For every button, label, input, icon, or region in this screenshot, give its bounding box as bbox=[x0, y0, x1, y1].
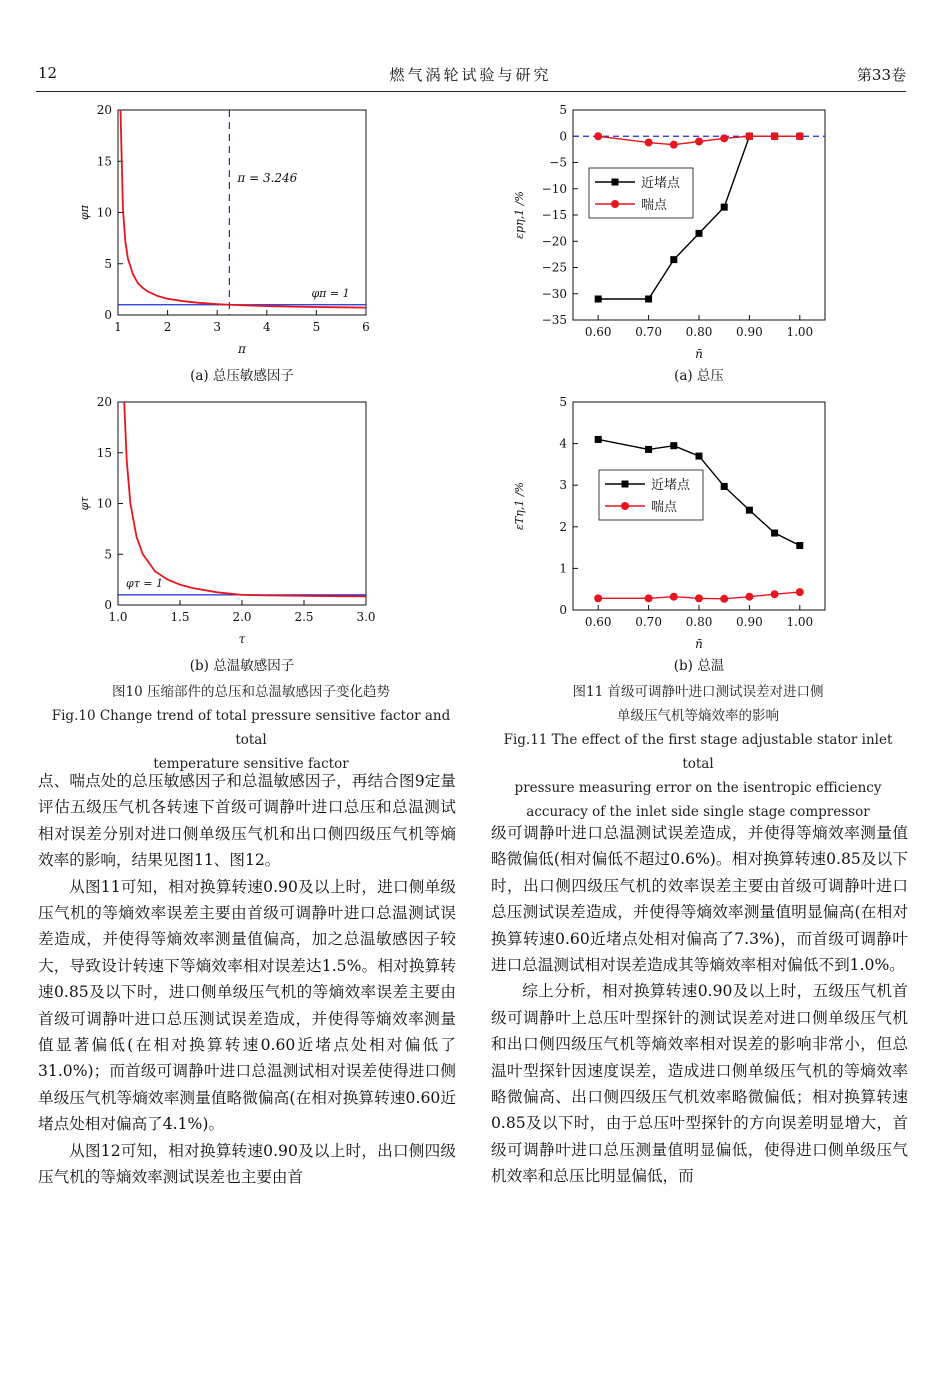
x-tick-label: 5 bbox=[312, 320, 321, 334]
left-paragraph-3: 从图12可知，相对换算转速0.90及以上时，出口侧四级压气机的等熵效率测试误差也主要由首 bbox=[38, 1141, 456, 1187]
data-point-square bbox=[670, 256, 677, 263]
y-tick-label: 15 bbox=[96, 445, 112, 460]
right-paragraph-2: 综上分析，相对换算转速0.90及以上时，五级压气机首级可调静叶上总压叶型探针的测试误差对进口侧单级压气机和出口侧四级压气机等熵效率相对误差的影响非常小，但总温叶型探针因速度误差，造成进口侧单级压气机的等熵效率略微偏高、出口侧四级压气机效率略微偏低；相对换算转速0.85及以下时，由于总压叶型探针的方向误差明显增大，首级可调静叶进口总压测量值明显偏低，使得进口侧单级压气机效率和总压比明显偏低，而 bbox=[491, 982, 908, 1186]
fig11-caption-cn-2: 单级压气机等熵效率的影响 bbox=[617, 708, 779, 724]
legend-label: 近堵点 bbox=[641, 176, 681, 191]
y-tick-label: −10 bbox=[541, 181, 567, 196]
fig10-caption bbox=[36, 680, 466, 776]
x-tick-label: 0.70 bbox=[635, 615, 662, 629]
y-tick-label: −25 bbox=[541, 260, 567, 275]
data-point-square bbox=[595, 436, 602, 443]
legend-label: 喘点 bbox=[641, 198, 668, 213]
y-tick-label: 2 bbox=[559, 519, 567, 534]
data-point-circle bbox=[720, 595, 728, 603]
x-tick-label: 1.5 bbox=[170, 610, 190, 624]
y-tick-label: 5 bbox=[104, 547, 112, 562]
data-point-square bbox=[645, 446, 652, 453]
chart-fig10b bbox=[60, 390, 390, 680]
x-tick-label: 0.70 bbox=[635, 325, 662, 339]
fig11-caption-cn-1: 图11 首级可调静叶进口测试误差对进口侧 bbox=[572, 684, 824, 700]
y-tick-label: −5 bbox=[549, 155, 567, 170]
y-tick-label: −30 bbox=[541, 286, 567, 301]
data-point-square bbox=[721, 204, 728, 211]
x-tick-label: 3 bbox=[213, 320, 222, 334]
y-tick-label: 0 bbox=[559, 129, 567, 144]
y-tick-label: 20 bbox=[96, 395, 112, 409]
x-tick-label: 3.0 bbox=[356, 610, 376, 624]
right-paragraph-1: 级可调静叶进口总温测试误差造成，并使得等熵效率测量值略微偏低(相对偏低不超过0.6%)。相对换算转速0.85及以下时，出口侧四级压气机的效率误差主要由首级可调静叶进口总压测试误差造成，并使得等熵效率测量值明显偏高(在相对换算转速0.60近堵点处相对偏高了7.3%)，而首级可调静叶进口总温测试相对误差造成其等熵效率相对偏低不到1.0%。 bbox=[491, 824, 908, 975]
y-tick-label: 0 bbox=[104, 598, 112, 612]
series-line bbox=[120, 110, 366, 308]
left-column bbox=[38, 768, 456, 1191]
x-axis-label: τ bbox=[238, 632, 246, 646]
header-rule bbox=[36, 91, 906, 92]
data-point-square bbox=[595, 296, 602, 303]
y-axis-label: εpη,1 /% bbox=[513, 191, 526, 239]
y-tick-label: 10 bbox=[96, 205, 112, 220]
data-point-circle bbox=[695, 594, 703, 602]
plot-area bbox=[118, 110, 366, 315]
x-tick-label: 0.80 bbox=[685, 325, 713, 339]
data-point-circle bbox=[771, 132, 779, 140]
x-tick-label: 2.5 bbox=[294, 610, 314, 624]
y-axis-label: φπ bbox=[78, 205, 91, 220]
volume-label: 第33卷 bbox=[856, 66, 906, 84]
y-tick-label: 3 bbox=[559, 478, 567, 493]
data-point-circle bbox=[645, 139, 653, 147]
x-axis-label: n̄ bbox=[695, 637, 703, 651]
reference-line-label: φπ = 1 bbox=[311, 286, 350, 300]
chart-fig11a bbox=[495, 100, 840, 390]
y-tick-label: 20 bbox=[96, 103, 112, 117]
y-tick-label: −15 bbox=[541, 208, 567, 222]
data-point-circle bbox=[745, 593, 753, 601]
left-paragraph-2: 从图11可知，相对换算转速0.90及以上时，进口侧单级压气机的等熵效率误差主要由首级可调静叶进口总温测试误差造成，并使得等熵效率测量值偏高，加之总温敏感因子较大，导致设计转速下等熵效率相对误差达1.5%。相对换算转速0.85及以下时，进口侧单级压气机的等熵效率误差主要由首级可调静叶进口总压测试误差造成，并使得等熵效率测量值显著偏低(在相对换算转速0.60近堵点处相对偏低了31.0%)；而首级可调静叶进口总温测试相对误差使得进口侧单级压气机等熵效率测量值略微偏高(在相对换算转速0.60近堵点处相对偏高了4.1%)。 bbox=[38, 877, 456, 1134]
data-point-circle bbox=[594, 132, 602, 140]
data-point-square bbox=[696, 453, 703, 460]
y-tick-label: −35 bbox=[541, 313, 567, 327]
data-point-circle bbox=[796, 132, 804, 140]
left-paragraph-1: 点、喘点处的总压敏感因子和总温敏感因子，再结合图9定量评估五级压气机各转速下首级可调静叶进口总压和总温测试相对误差分别对进口侧单级压气机和出口侧四级压气机等熵效率的影响，结果见图11、图12。 bbox=[38, 772, 456, 870]
fig10-caption-en-2: temperature sensitive factor bbox=[153, 756, 349, 772]
x-tick-label: 0.60 bbox=[584, 325, 612, 339]
data-point-circle bbox=[670, 593, 678, 601]
legend-marker bbox=[611, 200, 619, 208]
page-number: 12 bbox=[38, 64, 58, 82]
subcaption: (b) 总温敏感因子 bbox=[189, 658, 295, 674]
plot-frame bbox=[118, 402, 366, 605]
subcaption: (b) 总温 bbox=[673, 658, 725, 674]
y-tick-label: 5 bbox=[104, 256, 112, 271]
data-point-square bbox=[796, 542, 803, 549]
subcaption: (a) 总压敏感因子 bbox=[190, 368, 294, 384]
data-point-circle bbox=[720, 134, 728, 142]
fig11-caption-en-2: pressure measuring error on the isentropic efficiency bbox=[514, 780, 882, 796]
x-tick-label: 6 bbox=[362, 320, 370, 334]
data-point-square bbox=[721, 483, 728, 490]
x-tick-label: 0.60 bbox=[584, 615, 612, 629]
reference-line-label: φτ = 1 bbox=[126, 576, 163, 590]
x-tick-label: 1.00 bbox=[786, 615, 814, 629]
fig11-caption-en-1: Fig.11 The effect of the first stage adjustable stator inlet total bbox=[503, 732, 893, 772]
legend-marker bbox=[622, 481, 629, 488]
y-tick-label: 4 bbox=[559, 436, 567, 451]
x-tick-label: 1 bbox=[114, 320, 122, 334]
data-point-circle bbox=[771, 590, 779, 598]
y-tick-label: 1 bbox=[559, 561, 567, 576]
data-point-square bbox=[771, 530, 778, 537]
y-tick-label: 0 bbox=[104, 308, 112, 322]
y-tick-label: −20 bbox=[541, 234, 567, 249]
y-tick-label: 5 bbox=[559, 395, 567, 409]
reference-line-label: π = 3.246 bbox=[237, 170, 298, 185]
data-point-circle bbox=[796, 588, 804, 596]
fig11-caption bbox=[488, 680, 908, 824]
legend-marker bbox=[621, 502, 629, 510]
legend-label: 喘点 bbox=[651, 500, 678, 515]
x-tick-label: 1.0 bbox=[108, 610, 128, 624]
data-point-square bbox=[670, 442, 677, 449]
x-tick-label: 0.90 bbox=[736, 615, 763, 629]
subcaption: (a) 总压 bbox=[674, 368, 724, 384]
y-tick-label: 15 bbox=[96, 154, 112, 169]
data-point-circle bbox=[670, 141, 678, 149]
plot-frame bbox=[118, 110, 366, 315]
data-point-square bbox=[696, 230, 703, 237]
fig10-caption-en-1: Fig.10 Change trend of total pressure sensitive factor and total bbox=[51, 708, 451, 748]
data-point-circle bbox=[594, 594, 602, 602]
x-tick-label: 1.00 bbox=[786, 325, 814, 339]
data-point-circle bbox=[745, 132, 753, 140]
x-tick-label: 2.0 bbox=[232, 610, 252, 624]
right-column bbox=[491, 820, 908, 1190]
series-line bbox=[124, 402, 366, 596]
data-point-circle bbox=[645, 594, 653, 602]
journal-title: 燃气涡轮试验与研究 bbox=[389, 66, 552, 84]
x-tick-label: 2 bbox=[163, 320, 172, 334]
x-axis-label: π bbox=[238, 342, 246, 356]
chart-fig10a bbox=[60, 100, 390, 390]
y-tick-label: 0 bbox=[559, 603, 567, 617]
plot-area bbox=[118, 402, 366, 596]
x-axis-label: n̄ bbox=[695, 347, 703, 361]
chart-fig11b bbox=[495, 390, 840, 680]
y-axis-label: φτ bbox=[78, 496, 91, 511]
y-tick-label: 10 bbox=[96, 496, 112, 511]
legend-label: 近堵点 bbox=[651, 478, 691, 493]
legend-marker bbox=[612, 179, 619, 186]
data-point-square bbox=[746, 507, 753, 514]
fig10-caption-cn: 图10 压缩部件的总压和总温敏感因子变化趋势 bbox=[112, 684, 390, 700]
x-tick-label: 4 bbox=[262, 320, 271, 334]
data-point-square bbox=[645, 296, 652, 303]
x-tick-label: 0.80 bbox=[685, 615, 713, 629]
y-tick-label: 5 bbox=[559, 103, 567, 117]
y-axis-label: εTη,1 /% bbox=[513, 482, 526, 530]
data-point-circle bbox=[695, 138, 703, 146]
fig11-caption-en-3: accuracy of the inlet side single stage compressor bbox=[526, 804, 870, 820]
x-tick-label: 0.90 bbox=[736, 325, 763, 339]
